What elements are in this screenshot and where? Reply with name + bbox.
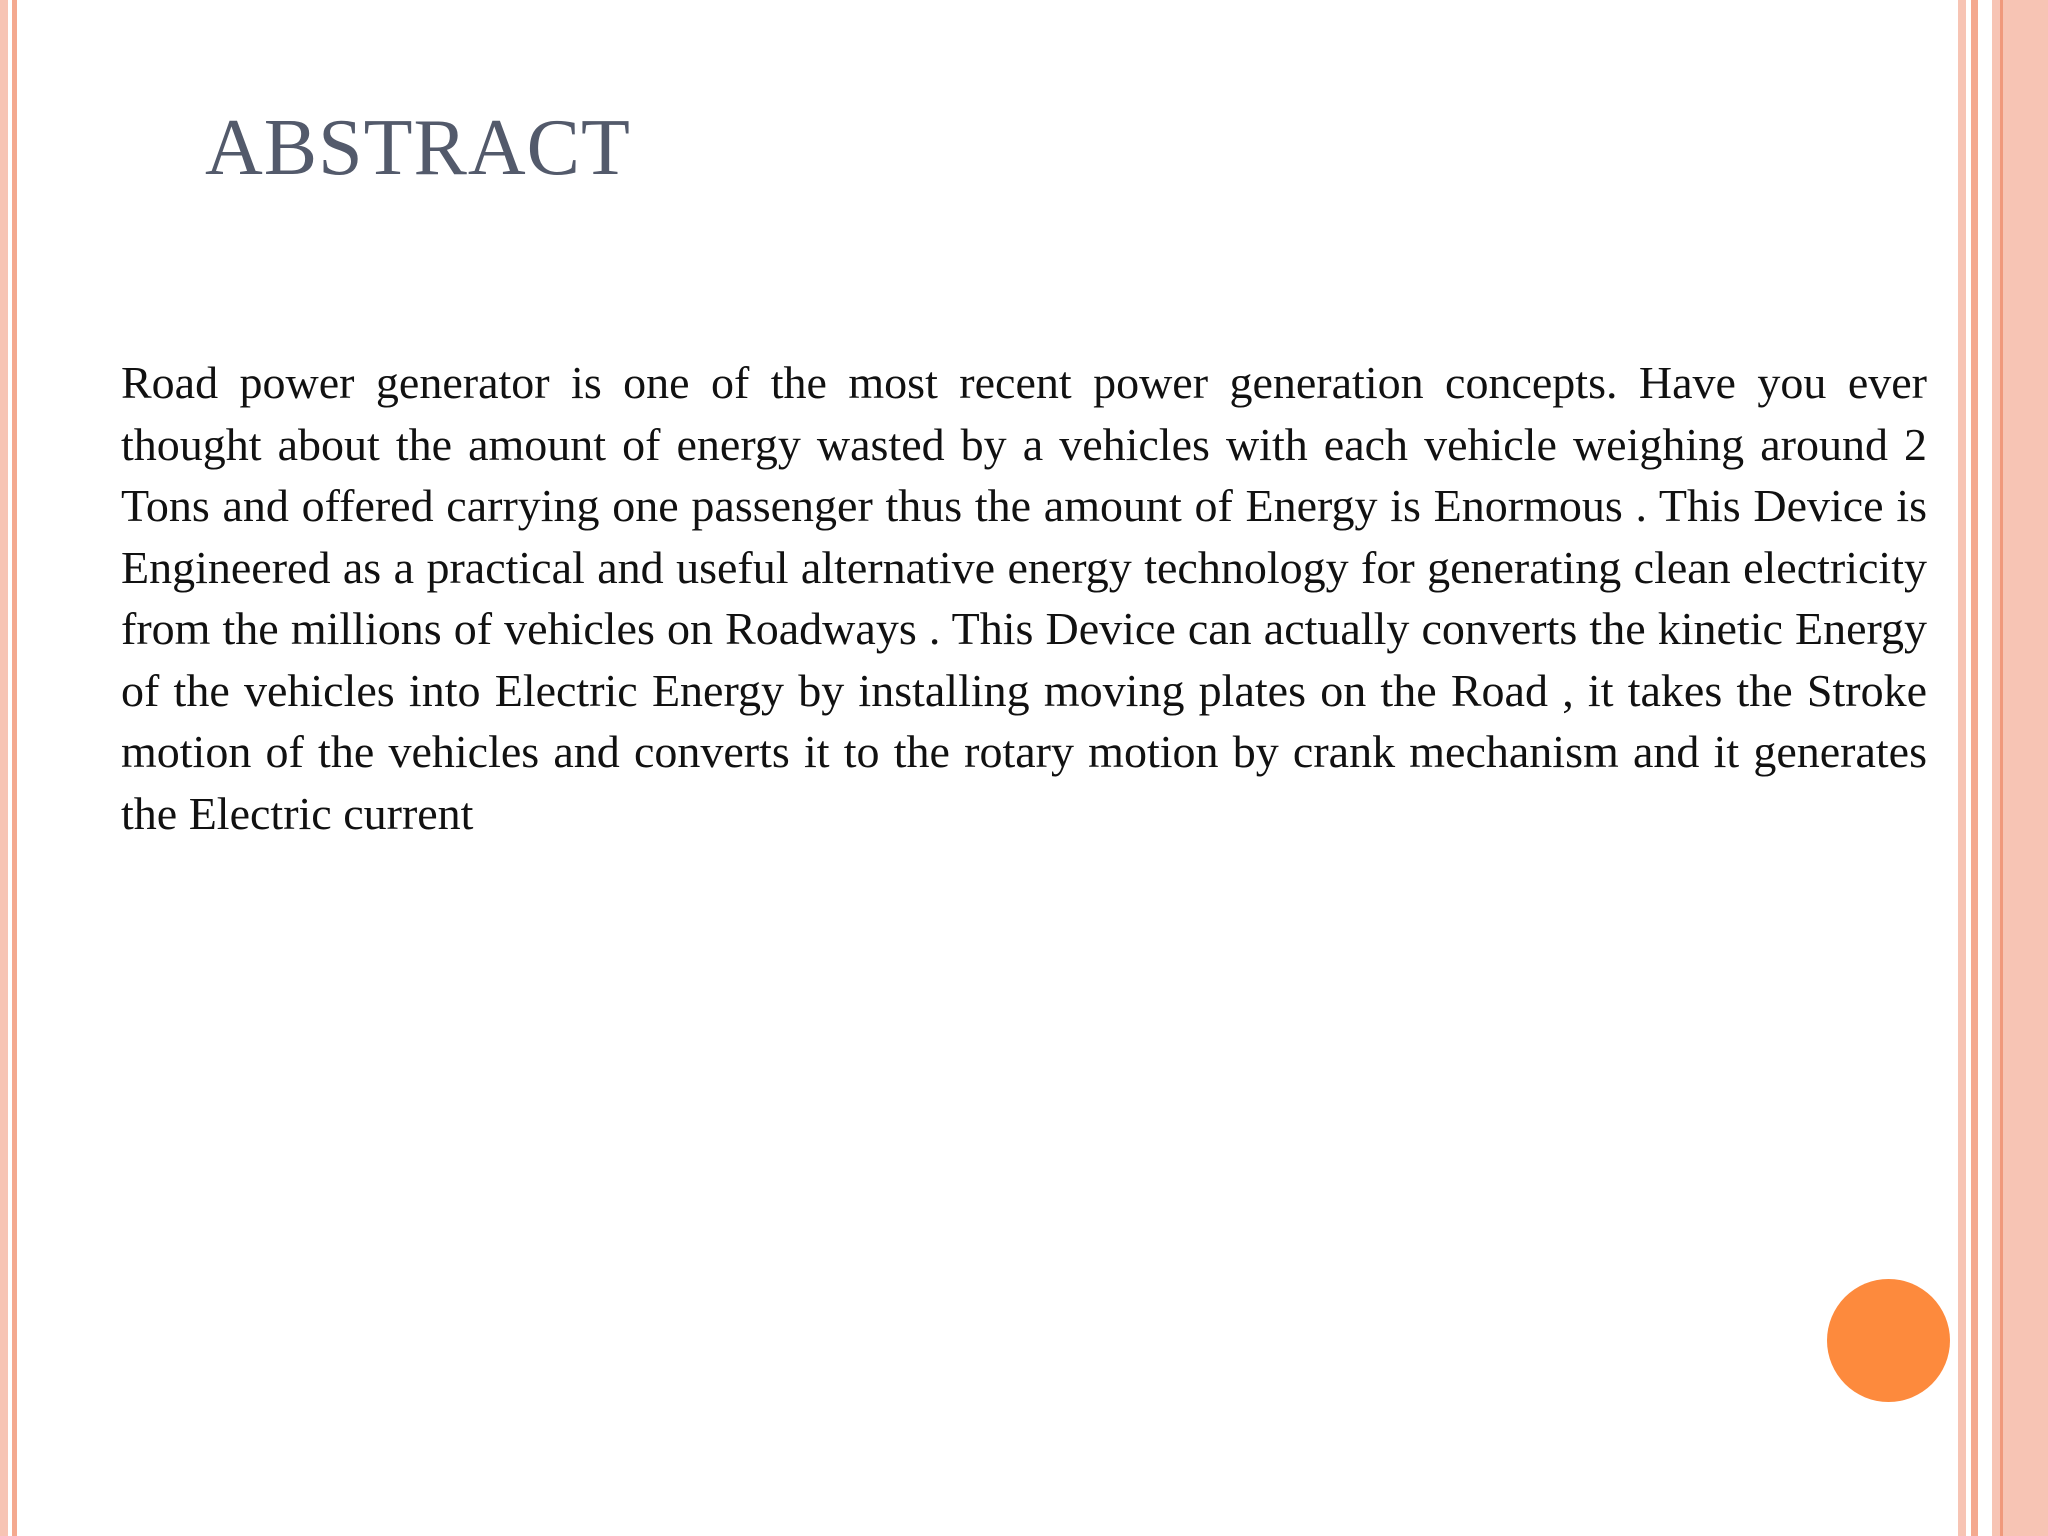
accent-circle-icon: [1827, 1279, 1950, 1402]
abstract-paragraph: Road power generator is one of the most recent power generation concepts. Have you ever thought about the amount of energy wasted by a vehicles with each vehicle weighing around 2 Tons and offered carrying one passenger thus the amount of Energy is Enormous . This Device is Engineered as a practical and useful alternative energy technology for generating clean electricity from the millions of vehicles on Roadways . This Device can actually converts the kinetic Energy of the vehicles into Electric Energy by installing moving plates on the Road , it takes the Stroke motion of the vehicles and converts it to the rotary motion by crank mechanism and it generates the Electric current: [121, 357, 1927, 839]
slide-title: ABSTRACT: [205, 104, 631, 192]
right-border-stripe-1: [1958, 0, 1966, 1536]
right-border-gap-2: [1978, 0, 1992, 1536]
right-border-line: [2000, 0, 2003, 1536]
left-border-stripe-inner: [12, 0, 17, 1536]
right-border-stripe-2: [1971, 0, 1978, 1536]
left-border-stripe-outer: [0, 0, 8, 1536]
